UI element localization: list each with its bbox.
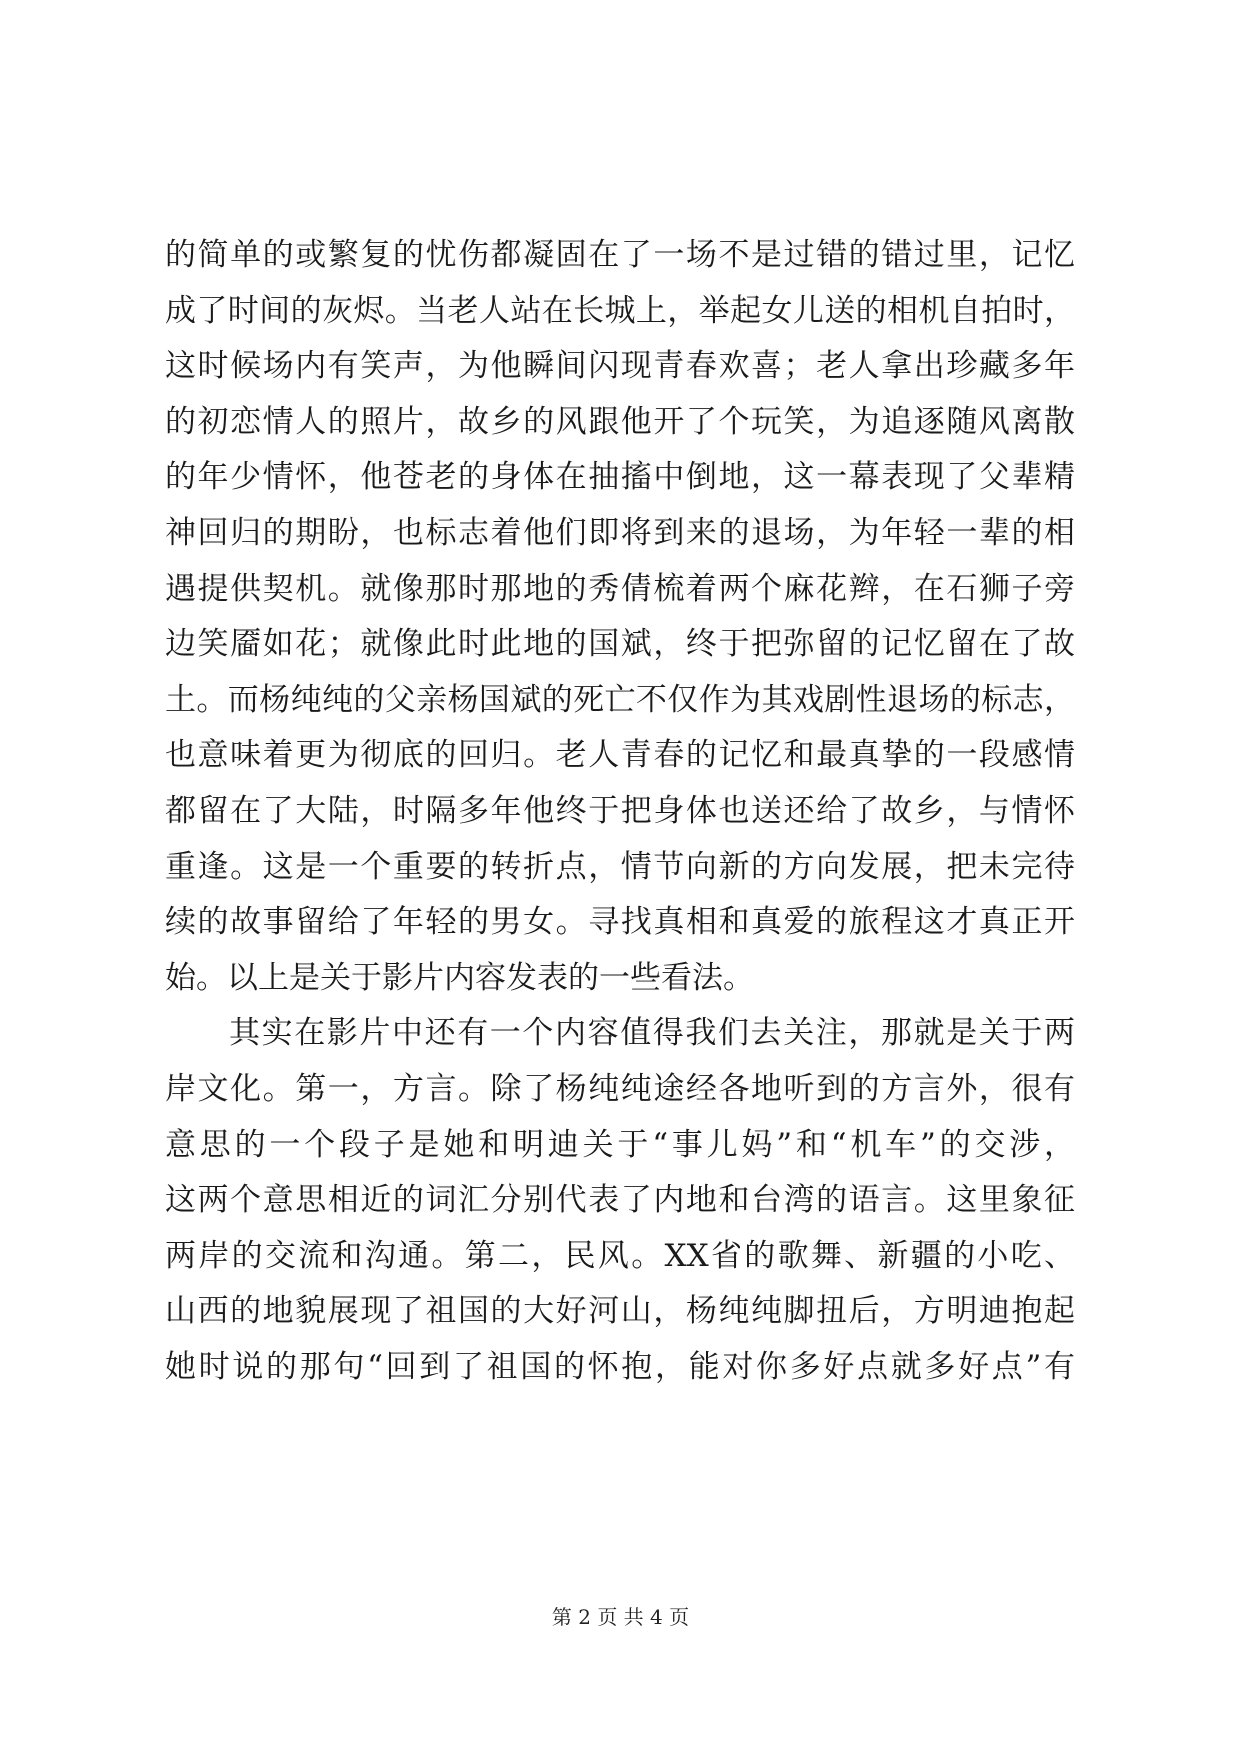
text-line: 始。以上是关于影片内容发表的一些看法。 [165,959,754,996]
text-line: 重逢。这是一个重要的转折点，情节向新的方向发展，把未完待 [165,848,1075,885]
text-line: 续的故事留给了年轻的男女。寻找真相和真爱的旅程这才真正开 [165,904,1075,941]
text-line: 的简单的或繁复的忧伤都凝固在了一场不是过错的错过里，记忆 [165,237,1075,273]
text-line: 她时说的那句“回到了祖国的怀抱，能对你多好点就多好点”有 [165,1348,1075,1385]
text-line: 两岸的交流和沟通。第二，民风。XX省的歌舞、新疆的小吃、 [165,1237,1075,1274]
text-line: 边笑靥如花；就像此时此地的国斌，终于把弥留的记忆留在了故 [165,626,1075,663]
text-line: 也意味着更为彻底的回归。老人青春的记忆和最真挚的一段感情 [165,737,1075,774]
text-line: 意思的一个段子是她和明迪关于“事儿妈”和“机车”的交涉， [165,1126,1075,1163]
text-line: 的初恋情人的照片，故乡的风跟他开了个玩笑，为追逐随风离散 [165,403,1075,440]
paragraph [165,228,1075,1006]
text-line: 其实在影片中还有一个内容值得我们去关注，那就是关于两 [229,1015,1075,1052]
body-text [165,228,1075,1395]
text-line: 土。而杨纯纯的父亲杨国斌的死亡不仅作为其戏剧性退场的标志， [165,681,1075,718]
text-line: 这两个意思相近的词汇分别代表了内地和台湾的语言。这里象征 [165,1182,1075,1219]
text-line: 的年少情怀，他苍老的身体在抽搐中倒地，这一幕表现了父辈精 [165,459,1075,496]
text-line: 山西的地貌展现了祖国的大好河山，杨纯纯脚扭后，方明迪抱起 [165,1293,1075,1330]
text-line: 神回归的期盼，也标志着他们即将到来的退场，为年轻一辈的相 [165,514,1075,551]
text-line: 成了时间的灰烬。当老人站在长城上，举起女儿送的相机自拍时， [165,292,1075,329]
text-line: 遇提供契机。就像那时那地的秀倩梳着两个麻花辫，在石狮子旁 [165,570,1075,607]
text-line: 岸文化。第一，方言。除了杨纯纯途经各地听到的方言外，很有 [165,1070,1075,1107]
text-line: 这时候场内有笑声，为他瞬间闪现青春欢喜；老人拿出珍藏多年 [165,348,1075,385]
paragraph [165,1006,1075,1395]
text-line: 都留在了大陆，时隔多年他终于把身体也送还给了故乡，与情怀 [165,792,1075,829]
page-footer: 第 2 页 共 4 页 [551,1605,690,1629]
